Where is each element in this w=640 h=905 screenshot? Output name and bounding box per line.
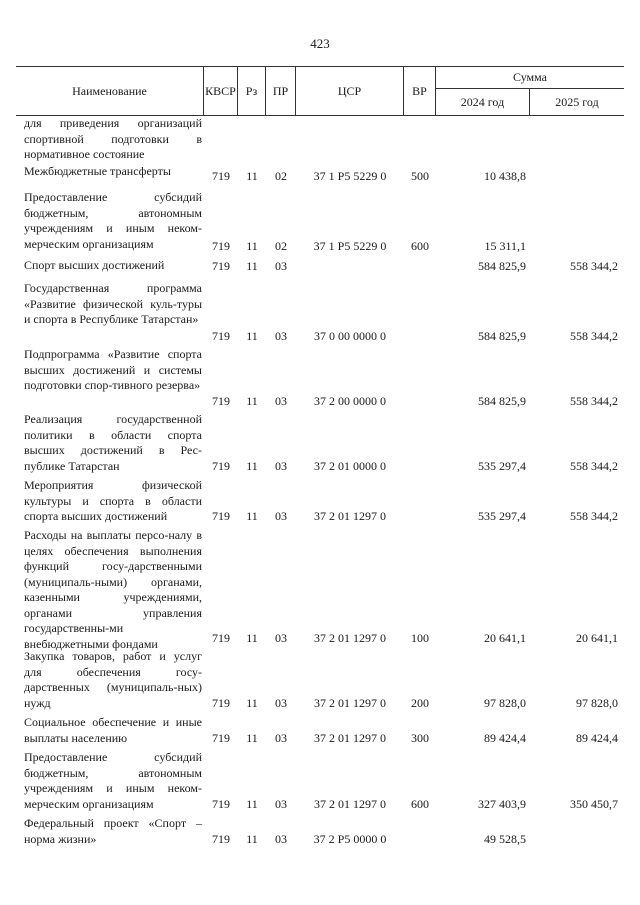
row-kvsr: 719 — [212, 258, 230, 273]
row-name: Подпрограмма «Развитие спорта высших достижений и системы подготовки спор-тивного резерва» — [24, 347, 202, 392]
header-rz: Рз — [238, 67, 266, 115]
row-vr: 200 — [411, 695, 429, 710]
row-pr: 03 — [275, 730, 287, 745]
row-rz: 11 — [246, 695, 258, 710]
table-row — [16, 190, 624, 254]
row-pr: 03 — [275, 328, 287, 343]
row-rz: 11 — [246, 393, 258, 408]
row-name: Социальное обеспечение и иные выплаты населению — [24, 715, 202, 745]
table-row — [16, 649, 624, 711]
table-row — [16, 164, 624, 184]
row-name: Федеральный проект «Спорт – норма жизни» — [24, 816, 202, 846]
row-sum-2024: 535 297,4 — [478, 508, 526, 523]
table-row — [16, 715, 624, 746]
row-sum-2025: 558 344,2 — [570, 328, 618, 343]
row-csr: 37 1 Р5 5229 0 — [313, 238, 387, 253]
row-rz: 11 — [246, 630, 258, 645]
header-pr: ПР — [266, 67, 296, 115]
row-name: Предоставление субсидий бюджетным, автономным учреждениям и иным неком-мерческим организациям — [24, 750, 202, 811]
row-kvsr: 719 — [212, 730, 230, 745]
header-sum: Сумма — [436, 67, 624, 89]
row-rz: 11 — [246, 831, 258, 846]
row-name: Государственная программа «Развитие физической куль-туры и спорта в Республике Татарстан» — [24, 281, 202, 326]
row-rz: 11 — [246, 238, 258, 253]
row-pr: 03 — [275, 458, 287, 473]
row-pr: 03 — [275, 796, 287, 811]
row-sum-2025: 558 344,2 — [570, 458, 618, 473]
row-csr: 37 2 Р5 0000 0 — [313, 831, 387, 846]
row-name: Спорт высших достижений — [24, 258, 165, 272]
header-year-2025: 2025 год — [555, 94, 599, 109]
row-kvsr: 719 — [212, 630, 230, 645]
table-row — [16, 816, 624, 847]
row-kvsr: 719 — [212, 328, 230, 343]
row-name: Межбюджетные трансферты — [24, 164, 171, 178]
row-sum-2024: 10 438,8 — [484, 168, 526, 183]
row-pr: 02 — [275, 238, 287, 253]
row-sum-2024: 20 641,1 — [484, 630, 526, 645]
row-sum-2025: 558 344,2 — [570, 508, 618, 523]
row-kvsr: 719 — [212, 796, 230, 811]
row-vr: 600 — [411, 238, 429, 253]
page-number: 423 — [310, 36, 330, 51]
row-csr: 37 0 00 0000 0 — [314, 328, 386, 343]
header-name: Наименование — [16, 67, 204, 115]
row-rz: 11 — [246, 328, 258, 343]
row-kvsr: 719 — [212, 831, 230, 846]
row-sum-2024: 327 403,9 — [478, 796, 526, 811]
row-csr: 37 2 01 1297 0 — [314, 508, 386, 523]
row-sum-2025: 20 641,1 — [576, 630, 618, 645]
row-name: Мероприятия физической культуры и спорта в области спорта высших достижений — [24, 478, 202, 523]
row-sum-2024: 584 825,9 — [478, 258, 526, 273]
row-sum-2025: 97 828,0 — [576, 695, 618, 710]
table-row — [16, 347, 624, 409]
row-sum-2025: 558 344,2 — [570, 258, 618, 273]
row-kvsr: 719 — [212, 393, 230, 408]
row-kvsr: 719 — [212, 695, 230, 710]
row-csr: 37 2 01 1297 0 — [314, 695, 386, 710]
header-kvsr: КВСР — [204, 67, 238, 115]
table-row — [16, 750, 624, 812]
row-pr: 03 — [275, 831, 287, 846]
table-row — [16, 528, 624, 651]
header-csr: ЦСР — [296, 67, 404, 115]
row-name: Предоставление субсидий бюджетным, автономным учреждениям и иным неком-мерческим организациям — [24, 190, 202, 251]
row-kvsr: 719 — [212, 458, 230, 473]
table-row — [16, 116, 624, 163]
row-sum-2024: 584 825,9 — [478, 328, 526, 343]
row-name: Расходы на выплаты персо-налу в целях обеспечения выполнения функций госу-дарственными (муниципаль-ными) органами, казенными учреждениями, органами управления государственны-ми внебюджетными фондами — [24, 528, 202, 651]
row-csr: 37 2 01 1297 0 — [314, 630, 386, 645]
table-body — [16, 116, 624, 847]
row-csr: 37 2 01 1297 0 — [314, 730, 386, 745]
row-pr: 03 — [275, 630, 287, 645]
header-sum-group — [436, 67, 624, 115]
row-rz: 11 — [246, 796, 258, 811]
row-rz: 11 — [246, 168, 258, 183]
row-pr: 02 — [275, 168, 287, 183]
row-name: Закупка товаров, работ и услуг для обеспечения госу-дарственных (муниципаль-ных) нужд — [24, 649, 202, 710]
table-header — [16, 66, 624, 116]
row-vr: 600 — [411, 796, 429, 811]
table-row — [16, 478, 624, 524]
row-csr: 37 2 01 0000 0 — [314, 458, 386, 473]
header-year-2024: 2024 год — [436, 89, 530, 115]
row-vr: 100 — [411, 630, 429, 645]
row-sum-2024: 584 825,9 — [478, 393, 526, 408]
row-pr: 03 — [275, 258, 287, 273]
row-sum-2025: 350 450,7 — [570, 796, 618, 811]
row-kvsr: 719 — [212, 238, 230, 253]
row-rz: 11 — [246, 458, 258, 473]
row-kvsr: 719 — [212, 508, 230, 523]
row-kvsr: 719 — [212, 168, 230, 183]
table-row — [16, 412, 624, 474]
row-vr: 500 — [411, 168, 429, 183]
row-sum-2025: 89 424,4 — [576, 730, 618, 745]
row-sum-2024: 49 528,5 — [484, 831, 526, 846]
row-pr: 03 — [275, 695, 287, 710]
row-sum-2024: 89 424,4 — [484, 730, 526, 745]
header-vr: ВР — [404, 67, 436, 115]
row-csr: 37 1 Р5 5229 0 — [313, 168, 387, 183]
row-sum-2024: 535 297,4 — [478, 458, 526, 473]
row-csr: 37 2 00 0000 0 — [314, 393, 386, 408]
table-row — [16, 281, 624, 344]
row-pr: 03 — [275, 393, 287, 408]
row-rz: 11 — [246, 730, 258, 745]
row-name: Реализация государственной политики в области спорта высших достижений в Рес-публике Татарстан — [24, 412, 202, 473]
row-sum-2025: 558 344,2 — [570, 393, 618, 408]
row-sum-2024: 97 828,0 — [484, 695, 526, 710]
row-vr: 300 — [411, 730, 429, 745]
row-sum-2024: 15 311,1 — [484, 238, 526, 253]
row-pr: 03 — [275, 508, 287, 523]
row-rz: 11 — [246, 258, 258, 273]
row-csr: 37 2 01 1297 0 — [314, 796, 386, 811]
row-rz: 11 — [246, 508, 258, 523]
row-name: для приведения организаций спортивной подготовки в нормативное состояние — [24, 116, 202, 161]
table-row — [16, 258, 624, 274]
